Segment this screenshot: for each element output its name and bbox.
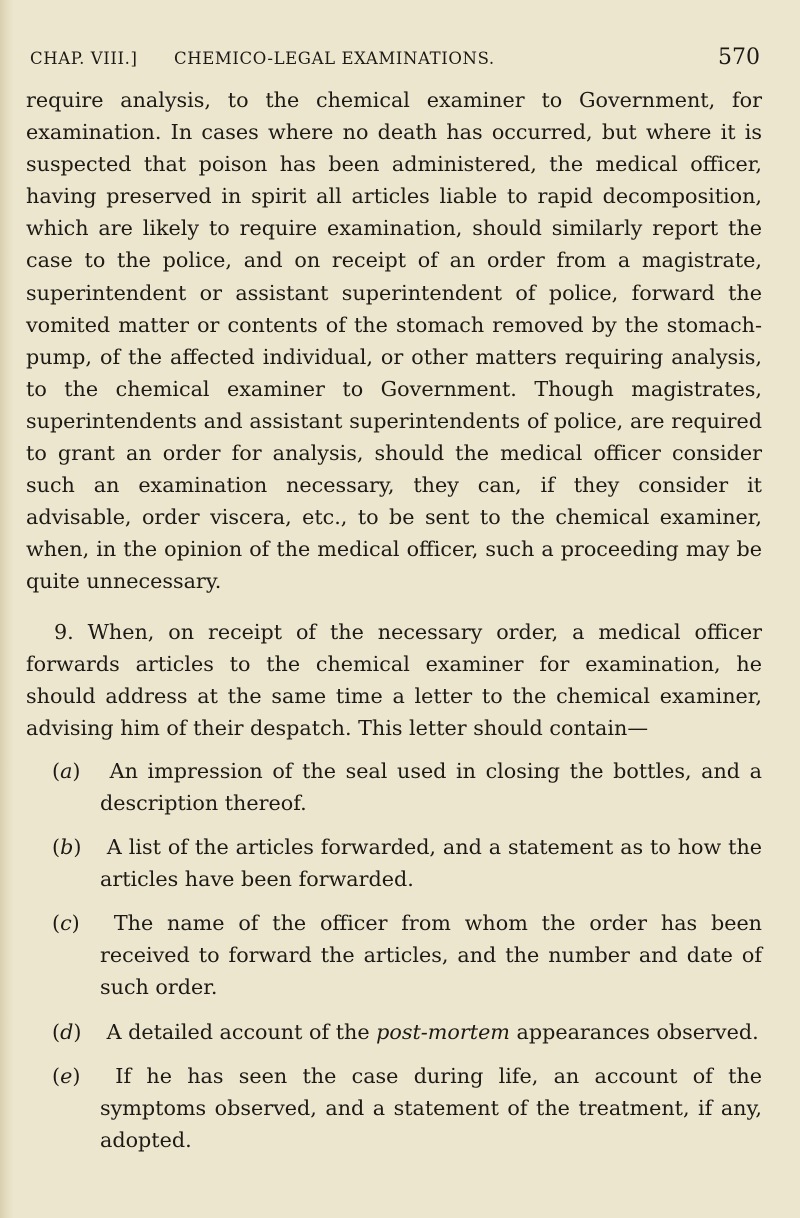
- list-item-text-before: A detailed account of the: [106, 1019, 377, 1044]
- paragraph-9: 9. When, on receipt of the necessary order, a medical officer forwards articles to the chemical examiner for examination, he should address at the same time a letter to the chemical examiner, advising him of their despatch. This letter should contain—: [26, 619, 762, 740]
- list-marker: (b): [52, 835, 82, 860]
- list-item-text-after: appearances observed.: [509, 1019, 759, 1044]
- list-item-text: The name of the officer from whom the order has been received to forward the articles, and the number and date of such order.: [100, 911, 763, 1000]
- letter-contents-list: [26, 755, 762, 1156]
- list-item-c: [26, 907, 762, 1003]
- list-item-a: [26, 755, 762, 819]
- list-item-text-italic: post-mortem: [376, 1019, 510, 1044]
- list-item-e: [26, 1060, 762, 1156]
- paragraph-continued: require analysis, to the chemical examiner to Government, for examination. In cases where no death has occurred, but where it is suspected that poison has been administered, the medical officer, having preserved in spirit all articles liable to rapid decomposition, which are likely to require examination, should similarly report the case to the police, and on receipt of an order from a magistrate, superintendent or assistant superintendent of police, forward the vomited matter or contents of the stomach removed by the stomach-pump, of the affected individual, or other matters requiring analysis, to the chemical examiner to Government. Though magistrates, superintendents and assistant superintendents of police, are required to grant an order for analysis, should the medical officer consider such an examination necessary, they can, if they consider it advisable, order viscera, etc., to be sent to the chemical examiner, when, in the opinion of the medical officer, such a proceeding may be quite unnecessary.: [26, 88, 762, 594]
- list-marker: (a): [52, 758, 81, 783]
- list-item-d: [26, 1016, 762, 1048]
- list-marker: (e): [52, 1063, 81, 1088]
- list-item-b: [26, 831, 762, 895]
- body-text: [26, 84, 762, 1168]
- chapter-label: CHAP. VIII.]: [30, 49, 138, 68]
- list-item-text: A list of the articles forwarded, and a statement as to how the articles have been forwarded.: [100, 835, 763, 892]
- page-number: 570: [718, 45, 760, 70]
- list-item-text: If he has seen the case during life, an account of the symptoms observed, and a statement of the treatment, if any, adopted.: [100, 1063, 762, 1152]
- running-head: [26, 45, 760, 77]
- list-marker: (c): [52, 911, 80, 936]
- section-title: CHEMICO-LEGAL EXAMINATIONS.: [174, 49, 495, 68]
- list-marker: (d): [52, 1019, 82, 1044]
- list-item-text: An impression of the seal used in closing the bottles, and a description thereof.: [100, 758, 763, 815]
